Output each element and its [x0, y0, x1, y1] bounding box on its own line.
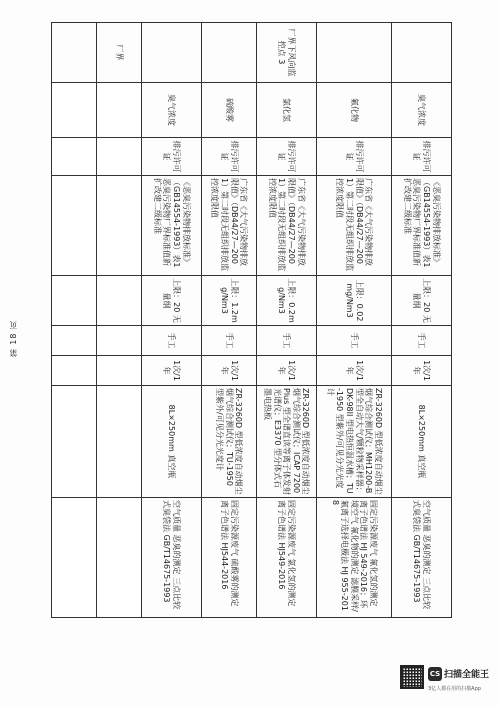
analysis-cell — [97, 498, 142, 618]
site-cell — [392, 23, 452, 83]
analysis-cell: 固定污染源废气 氯化氢的测定 离子色谱法 HJ549-2016 — [257, 498, 317, 618]
instrument-cell — [52, 386, 97, 498]
instrument-cell: ZR-3260D 型低浓度自动烟尘烟气综合测试仪；ICAP 7200Plus 型全谱直读等离子体发射光谱仪；E3370 型分体式石墨电热板 — [257, 386, 317, 498]
method-cell: 手工 — [202, 326, 257, 356]
method-cell — [52, 326, 97, 356]
site-cell — [202, 23, 257, 83]
table-row — [257, 23, 317, 618]
site-cell — [317, 23, 392, 83]
page-number: 第 18 页 — [9, 320, 18, 358]
basis-cell: 排污许可证 — [392, 138, 452, 176]
standard-cell — [97, 176, 142, 276]
table-row — [392, 23, 452, 618]
standard-cell: 《恶臭污染物排放标准》（GB14554-1993）表1 恶臭污染物厂界标准值新扩改建二级标准 — [142, 176, 202, 276]
site-cell: 厂界下风向监控点 3 — [257, 23, 317, 83]
freq-cell — [97, 356, 142, 386]
table-row — [52, 23, 97, 618]
scanner-watermark — [400, 665, 500, 707]
instrument-cell: ZR-3260D 型低浓度自动烟尘烟气综合测试仪；TU-1950 型紫外/可见分光光度计 — [202, 386, 257, 498]
rotated-table-container — [52, 22, 452, 617]
analysis-cell — [52, 498, 97, 618]
standard-cell: 广东省《大气污染物排放限值》（DB44/27—2001）第二时段无组织排放监控浓度限值 — [317, 176, 392, 276]
standard-cell: 《恶臭污染物排放标准》（GB14554-1993）表1 恶臭污染物厂界标准值新扩改建二级标准 — [392, 176, 452, 276]
instrument-cell: 8L×250mm 真空瓶 — [392, 386, 452, 498]
analysis-cell: 固定污染源废气 硫酸雾的测定 离子色谱法 HJ544-2016 — [202, 498, 257, 618]
analysis-cell: 空气质量 恶臭的测定 三点比较式臭袋法 GB/T14675-1993 — [142, 498, 202, 618]
analysis-cell: 空气质量 恶臭的测定 三点比较式臭袋法 GB/T14675-1993 — [392, 498, 452, 618]
monitoring-table — [51, 22, 452, 618]
instrument-cell: ZR-3260D 型低浓度自动烟尘烟气综合测试仪；MH1200-B 型全自动大气/颗粒物采样器；DK-98II 型电热恒温水槽；TU-1950 型紫外/可见分光光度计 — [317, 386, 392, 498]
factor-cell: 臭气浓度 — [392, 83, 452, 138]
freq-cell: 1次/1年 — [317, 356, 392, 386]
camscanner-logo: CS — [428, 667, 442, 681]
basis-cell — [97, 138, 142, 176]
basis-cell: 排污许可证 — [317, 138, 392, 176]
limit-cell: 上限：0.2mg/Nm3 — [257, 276, 317, 326]
factor-cell: 氟化物 — [317, 83, 392, 138]
limit-cell — [97, 276, 142, 326]
limit-cell: 上限：1.2mg/Nm3 — [202, 276, 257, 326]
site-cell — [142, 23, 202, 83]
method-cell: 手工 — [257, 326, 317, 356]
watermark-subtitle: 3亿人都在用的扫描App — [428, 686, 481, 692]
limit-cell: 上限：20 无量纲 — [142, 276, 202, 326]
limit-cell: 上限：20 无量纲 — [392, 276, 452, 326]
factor-cell: 硫酸雾 — [202, 83, 257, 138]
qr-code-icon — [400, 665, 424, 689]
table-row — [142, 23, 202, 618]
freq-cell: 1次/1年 — [202, 356, 257, 386]
table-row — [202, 23, 257, 618]
freq-cell: 1次/1年 — [257, 356, 317, 386]
instrument-cell — [97, 386, 142, 498]
watermark-brand: 扫描全能王 — [444, 670, 490, 680]
method-cell: 手工 — [142, 326, 202, 356]
limit-cell — [52, 276, 97, 326]
table-row — [317, 23, 392, 618]
freq-cell: 1次/1年 — [392, 356, 452, 386]
basis-cell: 排污许可证 — [257, 138, 317, 176]
method-cell — [97, 326, 142, 356]
analysis-cell: 固定污染源废气 氟化氢的测定 离子色谱法 HJ 549-2016；环境空气 氟化物的测定 滤膜采样/氟离子选择电极法 HJ 955-2018 — [317, 498, 392, 618]
limit-cell: 上限：0.02mg/Nm3 — [317, 276, 392, 326]
site-cell — [52, 23, 97, 83]
freq-cell: 1次/1年 — [142, 356, 202, 386]
basis-cell: 排污许可证 — [142, 138, 202, 176]
basis-cell: 排污许可证 — [202, 138, 257, 176]
freq-cell — [52, 356, 97, 386]
method-cell: 手工 — [317, 326, 392, 356]
factor-cell — [52, 83, 97, 138]
basis-cell — [52, 138, 97, 176]
site-cell: 厂界 — [97, 23, 142, 83]
standard-cell — [52, 176, 97, 276]
instrument-cell: 8L×250mm 真空瓶 — [142, 386, 202, 498]
standard-cell: 广东省《大气污染物排放限值》（DB44/27—2001）第二时段无组织排放监控浓度限值 — [202, 176, 257, 276]
factor-cell — [97, 83, 142, 138]
method-cell: 手工 — [392, 326, 452, 356]
factor-cell: 臭气浓度 — [142, 83, 202, 138]
standard-cell: 广东省《大气污染物排放限值》（DB44/27—2001）第二时段无组织排放监控浓度限值 — [257, 176, 317, 276]
table-row — [97, 23, 142, 618]
factor-cell: 氯化氢 — [257, 83, 317, 138]
